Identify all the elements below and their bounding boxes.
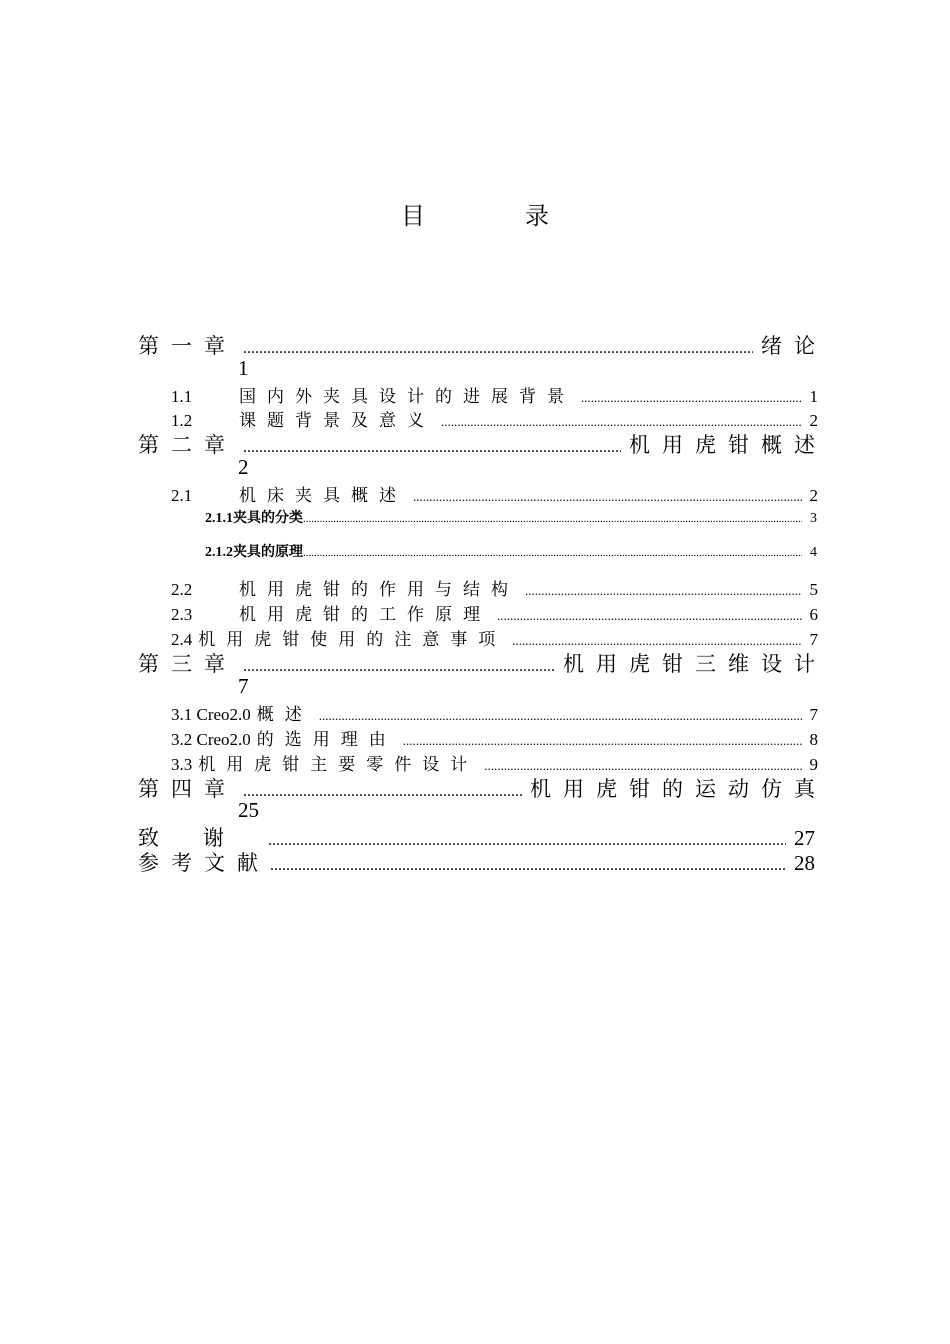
toc-section-2-4[interactable] bbox=[171, 625, 818, 650]
toc-number: 2.1.1 bbox=[205, 511, 233, 526]
toc-title: 机用虎钳的运动仿真 bbox=[530, 777, 827, 801]
toc-number: 1.1 bbox=[171, 387, 193, 406]
toc-section-3-1[interactable] bbox=[171, 700, 818, 725]
toc-leader bbox=[403, 733, 802, 749]
toc-page: 4 bbox=[810, 545, 817, 560]
toc-chapter-3[interactable] bbox=[138, 648, 827, 676]
toc-acknowledgements[interactable] bbox=[138, 822, 815, 848]
toc-label: 机用虎钳使用的注意事项 bbox=[198, 630, 507, 650]
toc-leader bbox=[319, 708, 802, 724]
toc-label: 第二章 bbox=[138, 433, 237, 457]
toc-label: 夹具的分类 bbox=[233, 510, 303, 526]
toc-leader bbox=[512, 633, 801, 649]
toc-number: 3.1 Creo2.0 bbox=[171, 705, 251, 724]
toc-number: 2.3 bbox=[171, 605, 193, 624]
toc-number: 3.3 bbox=[171, 755, 193, 774]
toc-leader bbox=[303, 547, 802, 559]
toc-number: 2.2 bbox=[171, 580, 193, 599]
toc-number: 2.1.2 bbox=[205, 545, 233, 560]
toc-number: 2.1 bbox=[171, 486, 193, 505]
toc-label: 机床夹具概述 bbox=[239, 486, 407, 506]
toc-label: 第一章 bbox=[138, 334, 237, 358]
toc-title: 机用虎钳三维设计 bbox=[563, 652, 827, 676]
toc-page: 9 bbox=[809, 755, 818, 774]
toc-number: 3.2 Creo2.0 bbox=[171, 730, 251, 749]
toc-leader bbox=[243, 783, 522, 801]
toc-page: 7 bbox=[238, 674, 249, 698]
toc-chapter-4[interactable] bbox=[138, 773, 827, 801]
toc-subsection-2-1-1[interactable] bbox=[205, 507, 817, 527]
toc-section-2-3[interactable] bbox=[171, 600, 818, 625]
toc-page: 3 bbox=[810, 511, 817, 526]
toc-label: 国内外夹具设计的进展背景 bbox=[239, 387, 575, 407]
toc-section-3-3[interactable] bbox=[171, 750, 818, 775]
toc-page: 6 bbox=[809, 605, 818, 624]
toc-leader bbox=[243, 439, 621, 457]
toc-number: 2.4 bbox=[171, 630, 193, 649]
toc-page: 28 bbox=[794, 851, 815, 875]
toc-label: 第三章 bbox=[138, 652, 237, 676]
toc-label: 机用虎钳主要零件设计 bbox=[198, 755, 479, 775]
toc-leader bbox=[270, 857, 786, 875]
toc-page: 1 bbox=[809, 387, 818, 406]
toc-leader bbox=[413, 489, 802, 505]
toc-leader bbox=[243, 658, 555, 676]
toc-title: 绪论 bbox=[761, 334, 827, 358]
toc-page: 27 bbox=[794, 826, 815, 850]
toc-subsection-2-1-2[interactable] bbox=[205, 541, 817, 561]
toc-label: 第四章 bbox=[138, 777, 237, 801]
toc-page: 7 bbox=[809, 705, 818, 724]
toc-page: 1 bbox=[238, 356, 249, 380]
toc-page: 2 bbox=[809, 486, 818, 505]
toc-label: 夹具的原理 bbox=[233, 544, 303, 560]
toc-leader bbox=[243, 340, 753, 358]
toc-chapter-1[interactable] bbox=[138, 330, 827, 358]
toc-section-1-2[interactable] bbox=[171, 406, 818, 431]
toc-references[interactable] bbox=[138, 847, 815, 873]
toc-page: 8 bbox=[809, 730, 818, 749]
toc-leader bbox=[484, 758, 801, 774]
toc-title: 机用虎钳概述 bbox=[629, 433, 827, 457]
toc-page: 2 bbox=[238, 455, 249, 479]
toc-section-3-2[interactable] bbox=[171, 725, 818, 750]
toc-label: 课题背景及意义 bbox=[239, 411, 435, 431]
toc-page: 25 bbox=[238, 798, 259, 822]
toc-leader bbox=[581, 390, 802, 406]
toc-leader bbox=[497, 608, 802, 624]
toc-label: 机用虎钳的工作原理 bbox=[239, 605, 491, 625]
toc-label: 的选用理由 bbox=[256, 730, 397, 750]
toc-label: 参考文献 bbox=[138, 851, 270, 875]
toc-chapter-2[interactable] bbox=[138, 429, 827, 457]
toc-section-2-1[interactable] bbox=[171, 481, 818, 506]
toc-page: 2 bbox=[809, 411, 818, 430]
toc-page: 5 bbox=[809, 580, 818, 599]
toc-leader bbox=[441, 414, 802, 430]
toc-label: 概述 bbox=[256, 705, 313, 725]
page-title: 目 录 bbox=[401, 202, 587, 230]
toc-label: 致谢 bbox=[138, 826, 268, 850]
toc-section-2-2[interactable] bbox=[171, 575, 818, 600]
toc-leader bbox=[525, 583, 802, 599]
toc-leader bbox=[303, 513, 802, 525]
toc-label: 机用虎钳的作用与结构 bbox=[239, 580, 519, 600]
toc-number: 1.2 bbox=[171, 411, 193, 430]
toc-page: 7 bbox=[809, 630, 818, 649]
toc-section-1-1[interactable] bbox=[171, 382, 818, 407]
